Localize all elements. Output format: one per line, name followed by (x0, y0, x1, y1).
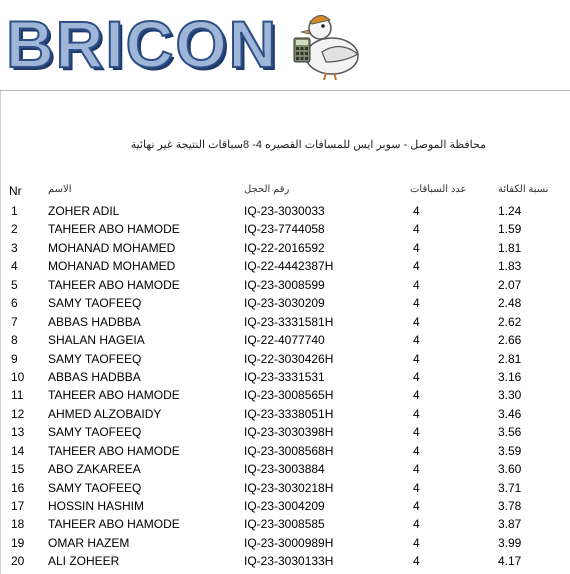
table-row (0, 333, 570, 351)
table-row (0, 204, 570, 222)
cell-races: 4 (413, 554, 420, 569)
header-races: عدد السباقات (410, 184, 467, 195)
cell-nr: 7 (11, 314, 18, 329)
cell-ring: IQ-23-3008568H (244, 443, 334, 458)
cell-name: TAHEER ABO HAMODE (48, 443, 180, 458)
cell-nr: 15 (11, 462, 25, 477)
cell-nr: 14 (11, 443, 25, 458)
cell-races: 4 (413, 369, 420, 384)
cell-name: ALI ZOHEER (48, 554, 120, 569)
cell-races: 4 (413, 259, 420, 274)
cell-efficiency: 3.16 (498, 369, 522, 384)
cell-name: SHALAN HAGEIA (48, 333, 145, 348)
cell-efficiency: 3.78 (498, 499, 522, 513)
cell-races: 4 (413, 535, 420, 550)
table-row (0, 315, 570, 333)
cell-efficiency: 2.81 (498, 351, 522, 366)
cell-nr: 19 (11, 535, 25, 550)
cell-nr: 5 (11, 277, 18, 292)
table-row (0, 554, 570, 572)
cell-nr: 2 (11, 222, 18, 237)
cell-races: 4 (413, 296, 420, 311)
cell-name: ABO ZAKAREEA (48, 462, 141, 477)
cell-efficiency: 3.30 (498, 388, 522, 403)
cell-efficiency: 2.48 (498, 296, 522, 311)
cell-efficiency: 3.46 (498, 406, 522, 421)
table-row (0, 370, 570, 388)
cell-nr: 20 (11, 554, 25, 569)
cell-ring: IQ-23-3003884 (244, 462, 325, 477)
cell-name: SAMY TAOFEEQ (48, 425, 142, 440)
cell-efficiency: 3.87 (498, 517, 522, 532)
cell-name: MOHANAD MOHAMED (48, 259, 176, 274)
cell-ring: IQ-23-3004209 (244, 499, 325, 513)
header-ring: رقم الحجل (244, 184, 290, 195)
cell-ring: IQ-23-3008565H (244, 388, 334, 403)
table-row (0, 462, 570, 480)
cell-efficiency: 3.60 (498, 462, 522, 477)
cell-races: 4 (413, 222, 420, 237)
table-row (0, 352, 570, 370)
cell-nr: 12 (11, 406, 25, 421)
cell-name: OMAR HAZEM (48, 535, 130, 550)
table-row (0, 536, 570, 554)
cell-ring: IQ-22-2016592 (244, 240, 325, 255)
pigeon-with-calculator-icon (282, 4, 366, 84)
cell-efficiency: 1.81 (498, 240, 522, 255)
cell-ring: IQ-23-3000989H (244, 535, 334, 550)
table-row (0, 388, 570, 406)
table-row (0, 241, 570, 259)
cell-name: TAHEER ABO HAMODE (48, 222, 180, 237)
cell-races: 4 (413, 240, 420, 255)
cell-ring: IQ-22-3030426H (244, 351, 334, 366)
cell-efficiency: 4.17 (498, 554, 522, 569)
header-nr: Nr (9, 184, 22, 198)
cell-efficiency: 3.99 (498, 535, 522, 550)
cell-ring: IQ-23-3030398H (244, 425, 334, 440)
cell-name: MOHANAD MOHAMED (48, 240, 176, 255)
cell-races: 4 (413, 425, 420, 440)
cell-efficiency: 1.24 (498, 204, 522, 218)
cell-races: 4 (413, 314, 420, 329)
cell-ring: IQ-22-4442387H (244, 259, 334, 274)
header-divider (0, 90, 570, 91)
cell-races: 4 (413, 204, 420, 218)
cell-efficiency: 2.62 (498, 314, 522, 329)
cell-nr: 16 (11, 480, 25, 495)
cell-nr: 8 (11, 333, 18, 348)
cell-ring: IQ-23-3030133H (244, 554, 334, 569)
cell-efficiency: 3.56 (498, 425, 522, 440)
cell-name: ZOHER ADIL (48, 204, 120, 218)
cell-nr: 10 (11, 369, 25, 384)
cell-name: TAHEER ABO HAMODE (48, 277, 180, 292)
cell-efficiency: 3.59 (498, 443, 522, 458)
cell-ring: IQ-23-3030209 (244, 296, 325, 311)
cell-races: 4 (413, 462, 420, 477)
cell-ring: IQ-23-3008585 (244, 517, 325, 532)
table-row (0, 425, 570, 443)
cell-ring: IQ-23-3030033 (244, 204, 325, 218)
cell-name: TAHEER ABO HAMODE (48, 517, 180, 532)
cell-races: 4 (413, 333, 420, 348)
cell-ring: IQ-22-4077740 (244, 333, 325, 348)
cell-nr: 18 (11, 517, 25, 532)
cell-name: ABBAS HADBBA (48, 314, 141, 329)
cell-name: SAMY TAOFEEQ (48, 351, 142, 366)
cell-races: 4 (413, 388, 420, 403)
cell-nr: 9 (11, 351, 18, 366)
cell-ring: IQ-23-3331581H (244, 314, 334, 329)
table-row (0, 278, 570, 296)
cell-name: TAHEER ABO HAMODE (48, 388, 180, 403)
cell-races: 4 (413, 499, 420, 513)
table-row (0, 499, 570, 517)
cell-ring: IQ-23-3338051H (244, 406, 334, 421)
table-row (0, 222, 570, 240)
cell-nr: 6 (11, 296, 18, 311)
cell-races: 4 (413, 480, 420, 495)
table-row (0, 517, 570, 535)
cell-nr: 1 (11, 204, 18, 218)
cell-ring: IQ-23-3008599 (244, 277, 325, 292)
cell-name: AHMED ALZOBAIDY (48, 406, 162, 421)
cell-name: ABBAS HADBBA (48, 369, 141, 384)
cell-name: SAMY TAOFEEQ (48, 296, 142, 311)
cell-ring: IQ-23-7744058 (244, 222, 325, 237)
table-row (0, 444, 570, 462)
cell-races: 4 (413, 443, 420, 458)
header-efficiency: نسبة الكفائة (498, 184, 549, 195)
cell-races: 4 (413, 406, 420, 421)
page-subtitle: محافظة الموصل - سوبر ايس للمسافات القصيره 4- 8سباقات النتيجة غير نهائية (130, 139, 486, 151)
results-table (0, 204, 570, 573)
cell-races: 4 (413, 277, 420, 292)
cell-efficiency: 3.71 (498, 480, 522, 495)
cell-races: 4 (413, 351, 420, 366)
cell-efficiency: 2.66 (498, 333, 522, 348)
bricon-logo: BRICON (6, 7, 279, 81)
cell-nr: 17 (11, 499, 25, 513)
table-row (0, 407, 570, 425)
cell-nr: 11 (11, 388, 24, 403)
cell-efficiency: 1.59 (498, 222, 522, 237)
cell-nr: 4 (11, 259, 18, 274)
table-row (0, 259, 570, 277)
table-header (0, 184, 570, 198)
header-name: الاسم (48, 184, 72, 195)
cell-efficiency: 1.83 (498, 259, 522, 274)
cell-nr: 13 (11, 425, 25, 440)
page-header (0, 0, 570, 90)
cell-name: SAMY TAOFEEQ (48, 480, 142, 495)
table-row (0, 296, 570, 314)
cell-nr: 3 (11, 240, 18, 255)
cell-races: 4 (413, 517, 420, 532)
cell-ring: IQ-23-3331531 (244, 369, 325, 384)
cell-name: HOSSIN HASHIM (48, 499, 145, 513)
cell-efficiency: 2.07 (498, 277, 522, 292)
cell-ring: IQ-23-3030218H (244, 480, 334, 495)
table-row (0, 481, 570, 499)
